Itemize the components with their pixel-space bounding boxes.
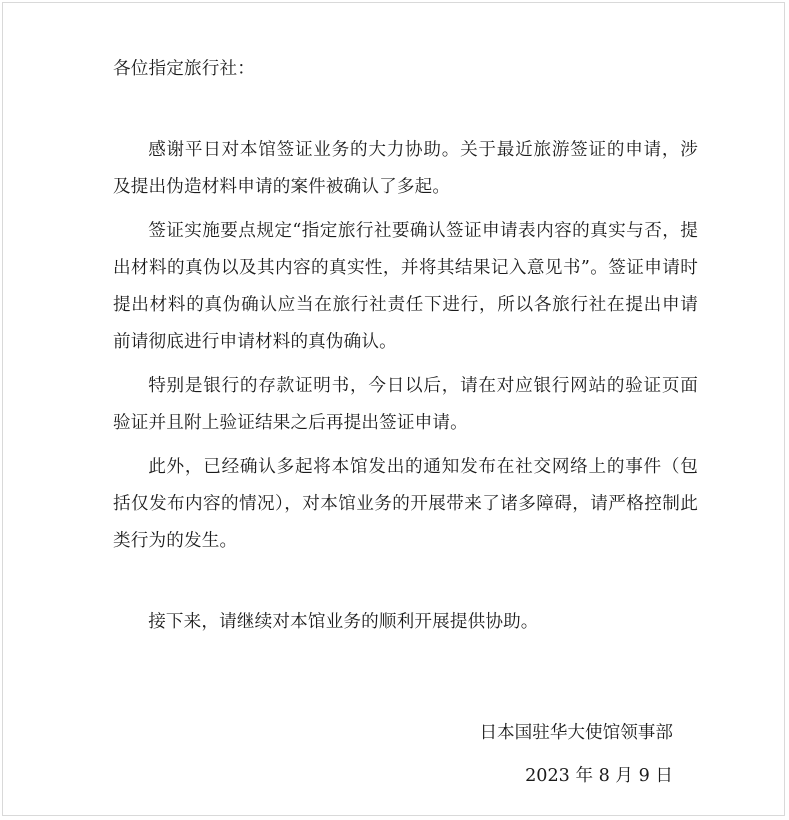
spacer [113, 597, 698, 604]
letter-body [113, 51, 698, 641]
spacer [113, 125, 698, 132]
spacer [113, 88, 698, 125]
document-page [2, 2, 785, 816]
closing-line: 接下来，请继续对本馆业务的顺利开展提供协助。 [148, 612, 539, 632]
paragraph-3: 特别是银行的存款证明书，今日以后，请在对应银行网站的验证页面验证并且附上验证结果之后再提出签证申请。 [113, 376, 698, 433]
spacer [113, 361, 698, 368]
spacer [113, 560, 698, 597]
paragraph-1: 感谢平日对本馆签证业务的大力协助。关于最近旅游签证的申请，涉及提出伪造材料申请的案件被确认了多起。 [113, 140, 698, 197]
signature-organization: 日本国驻华大使馆领事部 [479, 723, 673, 743]
salutation: 各位指定旅行社： [113, 59, 255, 79]
signature-date: 2023 年 8 月 9 日 [525, 766, 673, 786]
spacer [113, 206, 698, 213]
paragraph-2: 签证实施要点规定“指定旅行社要确认签证申请表内容的真实与否，提出材料的真伪以及其内容的真实性，并将其结果记入意见书”。签证申请时提出材料的真伪确认应当在旅行社责任下进行，所以各旅行社在提出申请前请彻底进行申请材料的真伪确认。 [113, 221, 698, 352]
paragraph-4: 此外，已经确认多起将本馆发出的通知发布在社交网络上的事件（包括仅发布内容的情况），对本馆业务的开展带来了诸多障碍，请严格控制此类行为的发生。 [113, 457, 698, 551]
spacer [113, 442, 698, 449]
